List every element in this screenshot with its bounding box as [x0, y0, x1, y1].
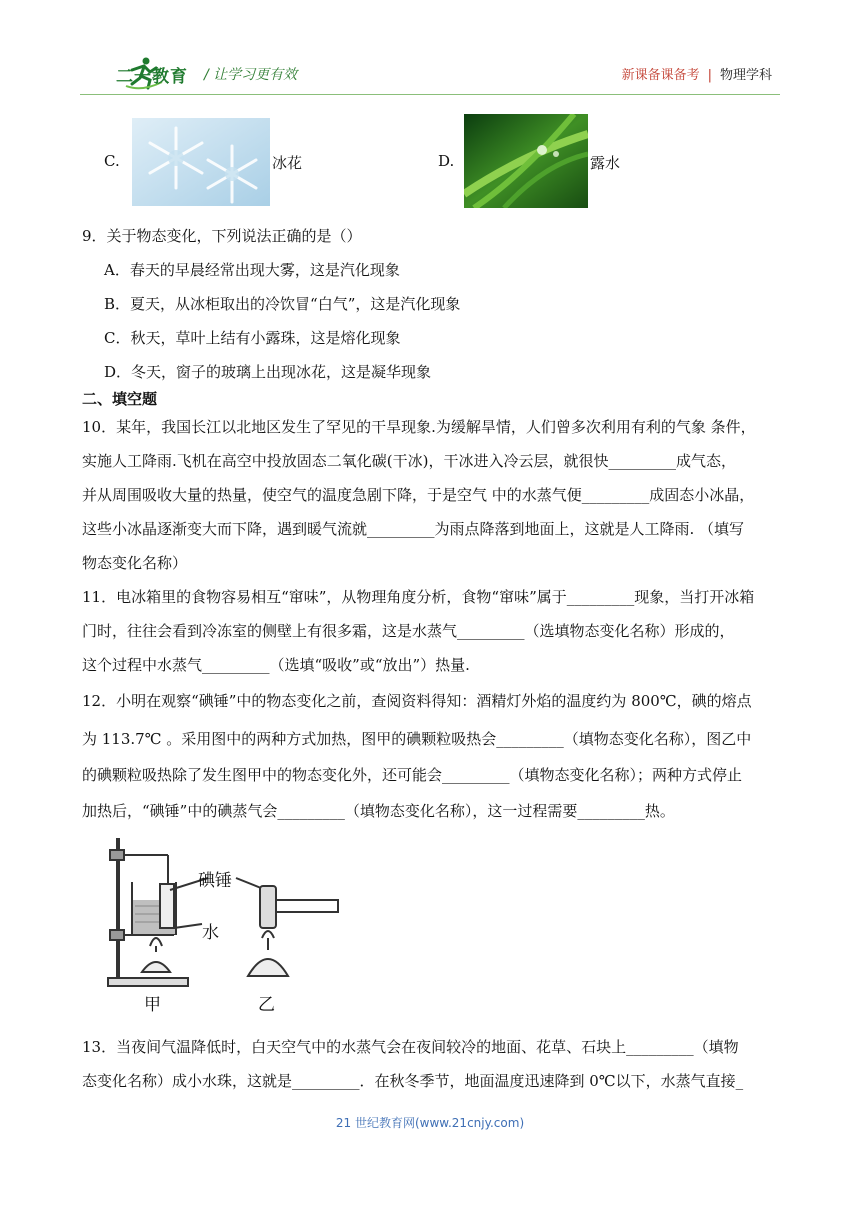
q9-option-c: C．秋天，草叶上结有小露珠，这是熔化现象 [104, 329, 401, 347]
option-d-letter: D. [438, 152, 455, 170]
q9-option-d: D．冬天，窗子的玻璃上出现冰花，这是凝华现象 [104, 363, 432, 381]
q12-line-3: 的碘颗粒吸热除了发生图甲中的物态变化外，还可能会_________（填物态变化名称）；两种方式停止 [82, 766, 743, 784]
slogan: / 让学习更有效 [204, 67, 298, 83]
header-subject [622, 64, 772, 83]
q10-line-1: 10．某年，我国长江以北地区发生了罕见的干旱现象.为缓解旱情，人们曾多次利用有利的气象 条件， [82, 418, 756, 436]
header-subject-label: 物理学科 [719, 68, 772, 83]
q12-line-2: 为 113.7℃ 。采用图中的两种方式加热，图甲的碘颗粒吸热会_________（填物态变化名称），图乙中 [82, 730, 752, 748]
q11-line-1: 11．电冰箱里的食物容易相互“窜味”，从物理角度分析，食物“窜味”属于_________现象，当打开冰箱 [82, 588, 755, 606]
section-heading: 二、填空题 [82, 390, 158, 408]
q9-option-b: B．夏天，从冰柜取出的冷饮冒“白气”，这是汽化现象 [104, 295, 461, 313]
q9-option-a: A．春天的早晨经常出现大雾，这是汽化现象 [104, 261, 400, 279]
page-footer: 21 世纪教育网(www.21cnjy.com) [335, 1116, 525, 1130]
q10-line-5: 物态变化名称） [82, 554, 188, 572]
option-d-caption: 露水 [590, 154, 621, 172]
header-separator: | [707, 68, 712, 83]
q10-line-4: 这些小冰晶逐渐变大而下降，遇到暖气流就_________为雨点降落到地面上，这就是人工降雨. （填写 [82, 520, 745, 538]
logo-text: 二一教育 [116, 67, 188, 87]
option-c-letter: C. [104, 152, 120, 170]
q10-line-3: 并从周围吸收大量的热量，使空气的温度急剧下降，于是空气 中的水蒸气便_________成固态小冰晶， [82, 486, 755, 504]
q13-line-1: 13．当夜间气温降低时，白天空气中的水蒸气会在夜间较冷的地面、花草、石块上_________（填物 [82, 1038, 739, 1056]
label-jia: 甲 [144, 995, 161, 1015]
header-divider [80, 94, 780, 95]
q13-line-2: 态变化名称）成小水珠，这就是_________．在秋冬季节，地面温度迅速降到 0℃以下，水蒸气直接_ [82, 1072, 744, 1090]
q11-line-3: 这个过程中水蒸气_________（选填“吸收”或“放出”）热量. [82, 656, 470, 674]
page-header [80, 52, 780, 92]
q8-image-options [0, 116, 860, 212]
iodine-experiment-figure [98, 838, 348, 1020]
q9-stem: 9．关于物态变化，下列说法正确的是（） [82, 227, 362, 245]
label-yi: 乙 [258, 995, 275, 1015]
label-water: 水 [202, 923, 219, 943]
q12-line-4: 加热后，“碘锤”中的碘蒸气会_________（填物态变化名称），这一过程需要_________热。 [82, 802, 675, 820]
dew-grass-image [464, 114, 588, 208]
q12-line-1: 12．小明在观察“碘锤”中的物态变化之前，查阅资料得知：酒精灯外焰的温度约为 800℃，碘的熔点 [82, 692, 752, 710]
option-c-caption: 冰花 [272, 154, 303, 172]
header-tagline: 新课备课备考 [621, 68, 700, 83]
q11-line-2: 门时，往往会看到冷冻室的侧壁上有很多霜，这是水蒸气_________（选填物态变化名称）形成的， [82, 622, 735, 640]
snowflake-image [132, 118, 270, 206]
q10-line-2: 实施人工降雨.飞机在高空中投放固态二氧化碳(干冰)，干冰进入冷云层，就很快_________成气态， [82, 452, 736, 470]
label-iodine-hammer: 碘锤 [198, 871, 232, 891]
